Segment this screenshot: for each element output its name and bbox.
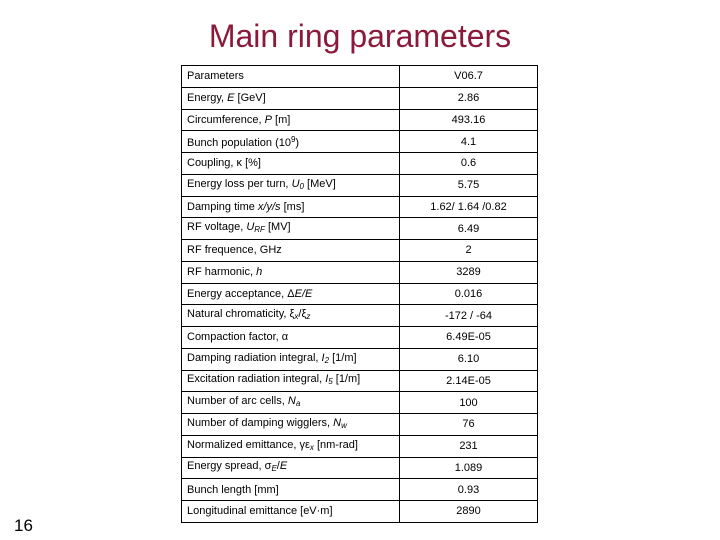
table-row [182,327,538,349]
parameter-value: 4.1 [400,131,538,153]
table-row [182,153,538,175]
table-row [182,305,538,327]
parameter-value: 3289 [400,261,538,283]
table-row [182,348,538,370]
parameter-name: Damping radiation integral, $I_2$ [1/m] [182,348,400,370]
parameter-name: RF frequence, GHz [182,240,400,262]
parameter-value: 493.16 [400,109,538,131]
slide-title: Main ring parameters [208,18,512,54]
parameters-table [181,65,538,523]
parameter-value: 1.62/ 1.64 /0.82 [400,196,538,218]
table-row [182,196,538,218]
parameter-name: Excitation radiation integral, $I_5$ [1/m] [182,370,400,392]
parameter-value: 5.75 [400,174,538,196]
parameter-name: Circumference, P [m] [182,109,400,131]
parameter-value: 2 [400,240,538,262]
parameter-name: Damping time x/y/s [ms] [182,196,400,218]
parameter-value: 6.49 [400,218,538,240]
parameter-name: RF harmonic, h [182,261,400,283]
parameter-value: V06.7 [400,66,538,88]
table-row [182,87,538,109]
parameter-value: 2.14E-05 [400,370,538,392]
parameter-name: Coupling, κ [%] [182,153,400,175]
parameter-value: 0.016 [400,283,538,305]
parameter-value: 76 [400,414,538,436]
table-row [182,392,538,414]
parameter-value: -172 / -64 [400,305,538,327]
parameter-name: Compaction factor, α [182,327,400,349]
table-row [182,174,538,196]
table-row [182,109,538,131]
parameter-name: Longitudinal emittance [eV·m] [182,501,400,523]
parameter-name: Natural chromaticity, $\xi_x/\xi_z$ [182,305,400,327]
parameter-value: 0.6 [400,153,538,175]
parameter-name: Parameters [182,66,400,88]
parameter-name: Energy spread, $\sigma_E/E$ [182,457,400,479]
table-row [182,240,538,262]
table-row [182,370,538,392]
table-row [182,479,538,501]
table-row [182,218,538,240]
table-row [182,131,538,153]
parameter-name: Bunch length [mm] [182,479,400,501]
parameter-value: 0.93 [400,479,538,501]
page-number: 16 [14,516,33,535]
table-row [182,414,538,436]
parameter-value: 100 [400,392,538,414]
parameter-value: 231 [400,435,538,457]
parameter-name: Energy, E [GeV] [182,87,400,109]
parameter-value: 6.10 [400,348,538,370]
parameter-value: 6.49E-05 [400,327,538,349]
parameter-name: RF voltage, $U_{RF}$ [MV] [182,218,400,240]
table-row [182,261,538,283]
parameter-value: 2890 [400,501,538,523]
parameter-name: Normalized emittance, $\gamma\varepsilon_x$ [nm-rad] [182,435,400,457]
parameter-value: 2.86 [400,87,538,109]
table-row [182,283,538,305]
parameter-name: Energy acceptance, ΔE/E [182,283,400,305]
table-row [182,435,538,457]
table-row [182,457,538,479]
parameter-name: Number of damping wigglers, $N_w$ [182,414,400,436]
table-row [182,66,538,88]
parameter-value: 1.089 [400,457,538,479]
table-row [182,501,538,523]
parameter-name: Bunch population $(10^9)$ [182,131,400,153]
parameter-name: Energy loss per turn, $U_0$ [MeV] [182,174,400,196]
parameter-name: Number of arc cells, $N_a$ [182,392,400,414]
parameters-table-body [182,66,538,523]
